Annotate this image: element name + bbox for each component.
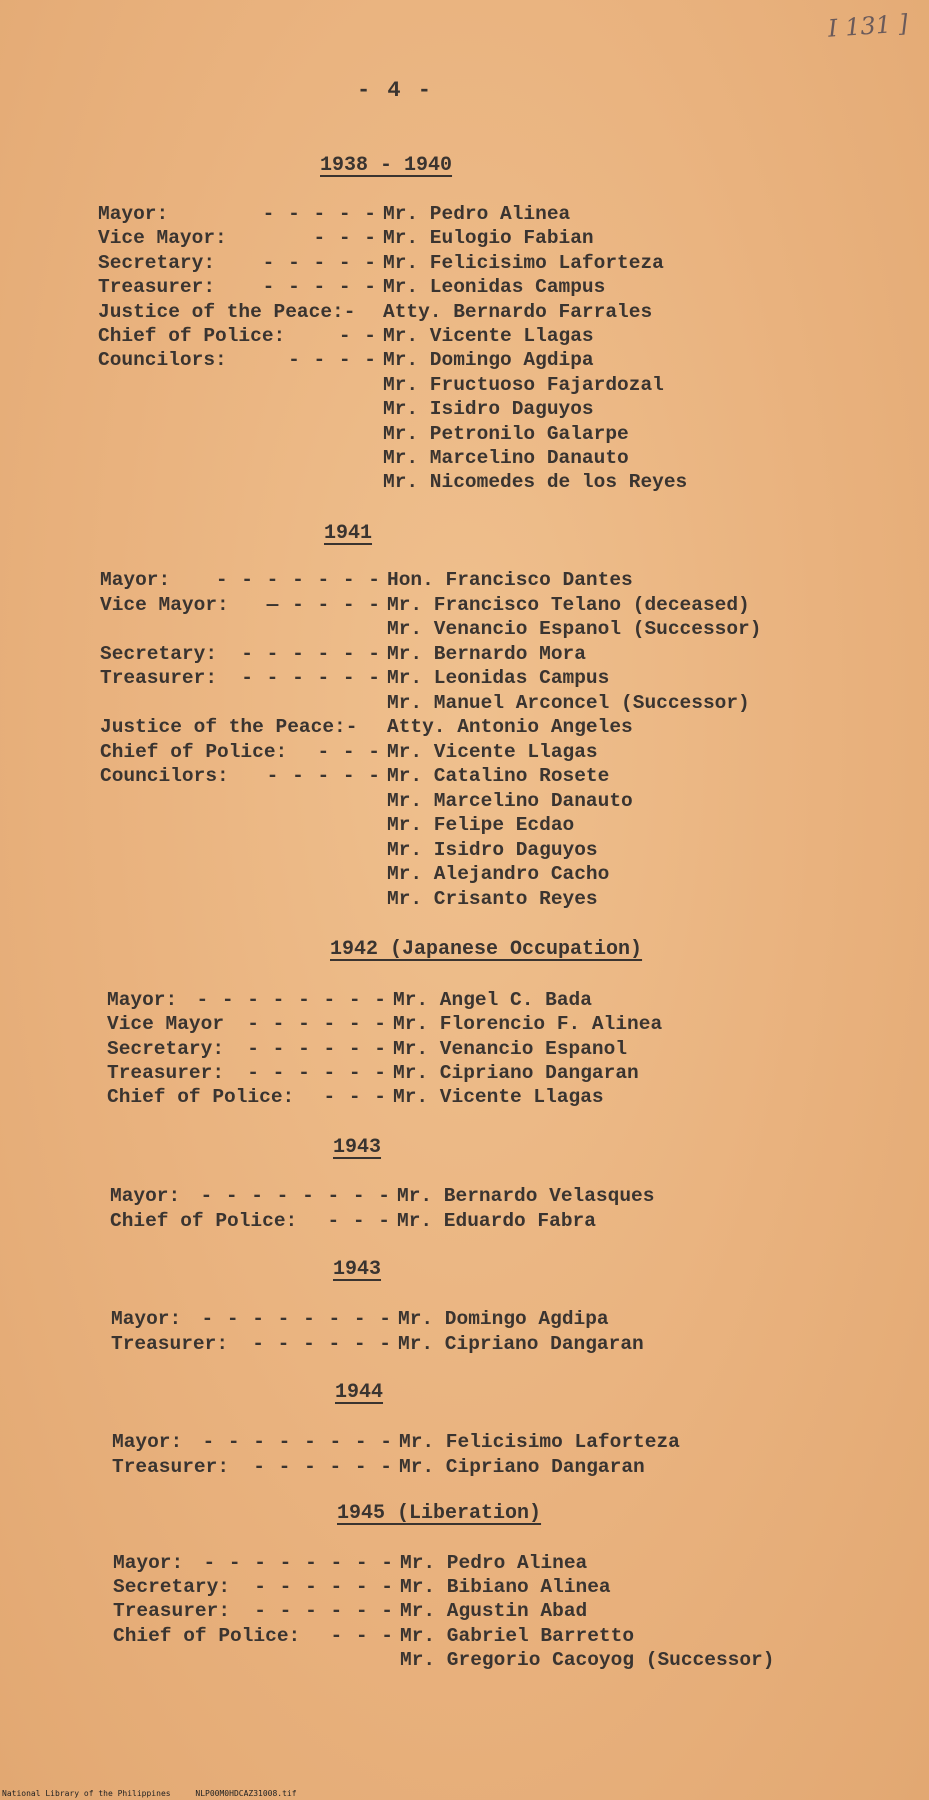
official-name: Mr. Vicente Llagas [393,1086,604,1108]
official-name: Mr. Catalino Rosete [387,765,610,787]
position-label: Councilors: [98,349,227,371]
official-name: Mr. Angel C. Bada [393,989,592,1011]
official-name: Mr. Isidro Daguyos [387,839,598,861]
position-label: Treasurer: [98,276,216,298]
leader-dashes: - - - - - - [253,1456,393,1478]
leader-dashes: - - - - - - - - [200,1185,391,1207]
official-name: Mr. Domingo Agdipa [398,1308,609,1330]
leader-dashes: - - - [323,1086,387,1108]
official-name: Mr. Cipriano Dangaran [398,1333,644,1355]
leader-dashes: - - - - - - - - [201,1308,392,1330]
section-heading: 1945 (Liberation) [337,1502,542,1525]
leader-dashes: - - - - [288,349,377,371]
section-heading: 1938 - 1940 [320,154,453,177]
leader-dashes: - - - - - - [252,1333,392,1355]
position-label: Treasurer: [100,667,218,689]
position-label: Mayor: [111,1308,182,1330]
official-name: Mr. Alejandro Cacho [387,863,610,885]
position-label: Vice Mayor [107,1013,225,1035]
leader-dashes: - - - - - - - - [196,989,387,1011]
leader-dashes: - - [338,325,377,347]
position-label: Chief of Police: [98,325,286,347]
leader-dashes: - - - - - - [254,1600,394,1622]
official-name: Mr. Isidro Daguyos [383,398,594,420]
official-name: Mr. Marcelino Danauto [383,447,629,469]
leader-dashes: - - - [330,1625,394,1647]
position-label: Mayor: [107,989,178,1011]
position-label: Secretary: [107,1038,225,1060]
official-name: Atty. Bernardo Farrales [383,301,653,323]
position-label: Mayor: [113,1552,184,1574]
official-name: Mr. Bibiano Alinea [400,1576,611,1598]
official-name: Mr. Vicente Llagas [383,325,594,347]
official-name: Mr. Eduardo Fabra [397,1210,596,1232]
leader-dashes: - - - - - [262,252,377,274]
position-label: Vice Mayor: [100,594,229,616]
official-name: Mr. Bernardo Velasques [397,1185,655,1207]
official-name: Mr. Florencio F. Alinea [393,1013,663,1035]
leader-dashes: - - - [313,227,377,249]
footer-library: National Library of the Philippines [2,1789,171,1798]
leader-dashes: - - - [317,741,381,763]
position-label: Treasurer: [113,1600,231,1622]
official-name: Mr. Francisco Telano (deceased) [387,594,750,616]
position-label: Mayor: [100,569,171,591]
leader-dashes: — - - - - [266,594,381,616]
position-label: Treasurer: [107,1062,225,1084]
position-label: Chief of Police: [113,1625,301,1647]
official-name: Mr. Vicente Llagas [387,741,598,763]
position-label: Treasurer: [111,1333,229,1355]
official-name: Mr. Felicisimo Laforteza [399,1431,680,1453]
leader-dashes: - - - - - - [247,1062,387,1084]
official-name: Mr. Felipe Ecdao [387,814,575,836]
section-heading: 1944 [335,1381,384,1404]
official-name: Mr. Pedro Alinea [383,203,571,225]
position-label: Secretary: [113,1576,231,1598]
official-name: Mr. Venancio Espanol [393,1038,628,1060]
position-label: Chief of Police: [100,741,288,763]
leader-dashes: - - - - - - [241,643,381,665]
section-heading: 1943 [333,1258,382,1281]
official-name: Mr. Crisanto Reyes [387,888,598,910]
footer-file: NLP00M0HDCAZ31008.tif [195,1789,297,1798]
leader-dashes: - - - - - - [241,667,381,689]
position-label: Mayor: [110,1185,181,1207]
leader-dashes: - - - - - - - - [203,1552,394,1574]
official-name: Mr. Eulogio Fabian [383,227,594,249]
section-heading: 1943 [333,1136,382,1159]
official-name: Atty. Antonio Angeles [387,716,633,738]
section-heading: 1942 (Japanese Occupation) [330,938,643,961]
official-name: Mr. Agustin Abad [400,1600,588,1622]
position-label: Mayor: [112,1431,183,1453]
official-name: Mr. Cipriano Dangaran [393,1062,639,1084]
official-name: Mr. Leonidas Campus [387,667,610,689]
footer [2,1789,317,1798]
leader-dashes: - - - [327,1210,391,1232]
leader-dashes: - - - - - - - - [202,1431,393,1453]
position-label: Vice Mayor: [98,227,227,249]
position-label: Justice of the Peace:- [98,301,356,323]
leader-dashes: - - - - - [262,203,377,225]
official-name: Mr. Cipriano Dangaran [399,1456,645,1478]
official-name: Mr. Venancio Espanol (Successor) [387,618,762,640]
official-name: Mr. Gregorio Cacoyog (Successor) [400,1649,775,1671]
official-name: Mr. Manuel Arconcel (Successor) [387,692,750,714]
official-name: Mr. Bernardo Mora [387,643,586,665]
official-name: Mr. Nicomedes de los Reyes [383,471,688,493]
leader-dashes: - - - - - - - [215,569,381,591]
position-label: Justice of the Peace:- [100,716,358,738]
official-name: Hon. Francisco Dantes [387,569,633,591]
page-number: - 4 - [356,78,433,103]
leader-dashes: - - - - - [266,765,381,787]
official-name: Mr. Fructuoso Fajardozal [383,374,664,396]
position-label: Treasurer: [112,1456,230,1478]
leader-dashes: - - - - - - [247,1038,387,1060]
official-name: Mr. Marcelino Danauto [387,790,633,812]
official-name: Mr. Gabriel Barretto [400,1625,635,1647]
official-name: Mr. Domingo Agdipa [383,349,594,371]
official-name: Mr. Leonidas Campus [383,276,606,298]
position-label: Mayor: [98,203,169,225]
leader-dashes: - - - - - - [254,1576,394,1598]
position-label: Secretary: [100,643,218,665]
position-label: Councilors: [100,765,229,787]
official-name: Mr. Pedro Alinea [400,1552,588,1574]
official-name: Mr. Felicisimo Laforteza [383,252,664,274]
official-name: Mr. Petronilo Galarpe [383,423,629,445]
position-label: Chief of Police: [107,1086,295,1108]
position-label: Chief of Police: [110,1210,298,1232]
section-heading: 1941 [324,522,373,545]
position-label: Secretary: [98,252,216,274]
archive-number: I 131 ] [827,9,909,43]
leader-dashes: - - - - - [262,276,377,298]
leader-dashes: - - - - - - [247,1013,387,1035]
